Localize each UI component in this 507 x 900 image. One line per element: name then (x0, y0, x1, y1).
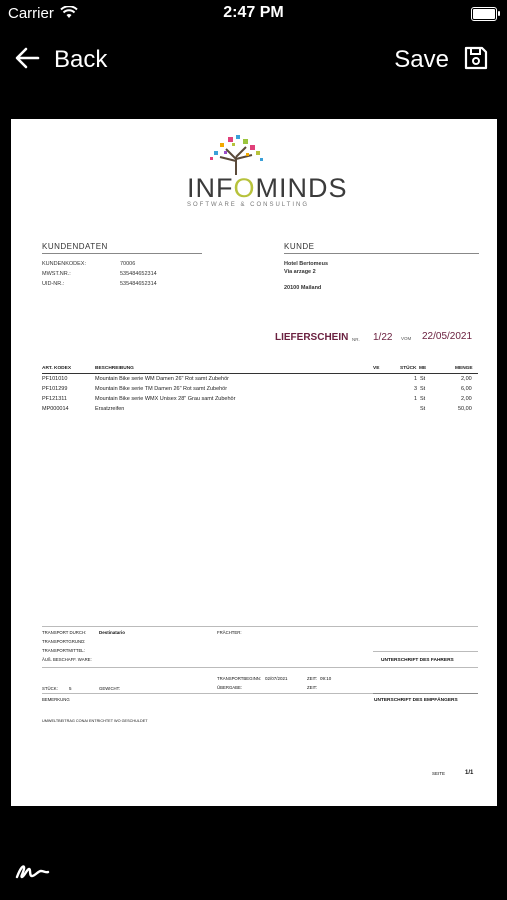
uid-value: 535484652314 (120, 281, 157, 287)
tree-logo-icon (198, 135, 274, 175)
customer-code-value: 70006 (120, 261, 136, 267)
col-code: ART. KODEX (42, 366, 72, 371)
pieces-value: 5 (69, 686, 72, 691)
handover-label: ÜBERGABE: (217, 685, 243, 690)
table-row: PF101010 Mountain Bike serie WM Damen 26" Rot samt Zubehör 1 St 2,00 (42, 376, 472, 382)
transport-start-value: 02/07/2021 (265, 676, 288, 681)
transport-start-label: TRANSPORTBEGINN: (217, 676, 262, 681)
nr-label: NR. (352, 337, 360, 342)
transport-reason-label: TRANSPORTGRUND: (42, 639, 86, 644)
customer-code-label: KUNDENKODEX: (42, 261, 87, 267)
battery-icon (471, 7, 497, 21)
divider (42, 667, 478, 668)
signature-button[interactable] (14, 857, 50, 883)
page-label: SEITE (432, 771, 446, 776)
table-header-rule (42, 373, 478, 374)
page-number: 1/1 (465, 770, 474, 776)
divider (373, 693, 478, 694)
uid-label: UID-NR.: (42, 281, 65, 287)
col-me: ME (419, 366, 427, 371)
transport-means-label: TRANSPORTMITTEL: (42, 648, 85, 653)
back-button[interactable] (14, 40, 107, 80)
vat-label: MWST.NR.: (42, 271, 71, 277)
table-header (42, 365, 478, 373)
col-stk: STÜCK (400, 366, 417, 371)
divider (42, 253, 202, 254)
time2-label: ZEIT: (307, 685, 318, 690)
save-button[interactable] (394, 40, 489, 80)
signature-icon (14, 870, 50, 887)
table-row: PF101299 Mountain Bike serie TM Damen 26" Rot samt Zubehör 3 St 6,00 (42, 386, 472, 392)
table-row: MP000014 Ersatzreifen St 50,00 (42, 406, 472, 412)
save-label: Save (394, 46, 449, 73)
table-row: PF121311 Mountain Bike serie WMX Unisex 28" Grau samt Zubehör 1 St 2,00 (42, 396, 472, 402)
document-preview[interactable] (11, 119, 497, 806)
customer-street: Via arzage 2 (284, 269, 316, 275)
carrier-label: Carrier (8, 5, 54, 22)
time-value: 09:10 (320, 676, 332, 681)
arrow-left-icon (14, 47, 40, 74)
weight-label: GEWICHT: (99, 686, 121, 691)
document-date: 22/05/2021 (422, 331, 473, 342)
divider (42, 626, 478, 627)
company-logo: INFOMINDS (187, 173, 348, 203)
customer-name: Hotel Bertomeus (284, 261, 329, 267)
nav-bar (0, 40, 507, 80)
transport-by-label: TRANSPORT DURCH: (42, 630, 87, 635)
col-menge: MENGE (455, 366, 473, 371)
document-type: LIEFERSCHEIN (275, 332, 349, 343)
carrier-label-doc: FRÄCHTER: (217, 630, 242, 635)
recipient-signature-label: UNTERSCHRIFT DES EMPFÄNGERS (374, 698, 458, 703)
status-bar (0, 0, 507, 28)
vom-label: VOM (401, 336, 412, 341)
remark-label: BEMERKUNG (42, 697, 70, 702)
back-label: Back (54, 46, 108, 73)
customer-title: KUNDE (284, 242, 315, 251)
environment-note: UMWELTBEITRAG CONAI ENTRICHTET WO GESCHULDET (42, 719, 148, 723)
driver-signature-label: UNTERSCHRIFT DES FAHRERS (381, 658, 454, 663)
col-desc: BESCHREIBUNG (95, 366, 134, 371)
goods-condition-label: ÄUß. BESCHAFF. WARE: (42, 657, 92, 662)
pieces-label: STÜCK: (42, 686, 58, 691)
document-number: 1/22 (373, 332, 393, 343)
floppy-disk-icon (463, 45, 489, 76)
customer-city: 20100 Mailand (284, 285, 322, 291)
customer-data-title: KUNDENDATEN (42, 242, 108, 251)
col-ve: VE (373, 366, 380, 371)
transport-by-value: Destinatario (99, 630, 126, 635)
time-label: ZEIT: (307, 676, 318, 681)
divider (284, 253, 479, 254)
clock: 2:47 PM (223, 4, 284, 21)
company-tagline: SOFTWARE & CONSULTING (187, 202, 310, 208)
vat-value: 535484652314 (120, 271, 157, 277)
divider (373, 651, 478, 652)
